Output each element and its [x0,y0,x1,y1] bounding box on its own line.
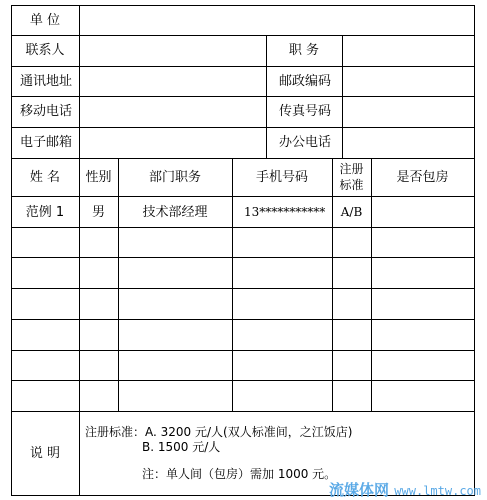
watermark-domain: www.lmtw.com [394,484,481,498]
label-position: 职 务 [288,43,320,58]
grid-line [11,257,475,258]
notes-label: 说 明 [29,446,61,461]
grid-line [332,158,333,411]
notes-line1: 注册标准：A. 3200 元/人(双人标准间，之江饭店) [85,425,353,439]
label-office-phone: 办公电话 [279,135,332,150]
grid-line [11,350,475,351]
label-mobile: 移动电话 [20,104,73,119]
grid-line [79,158,80,411]
example-room[interactable] [372,197,474,227]
example-name: 范例 1 [25,205,65,220]
example-phone: 13*********** [244,205,326,219]
example-gender: 男 [91,205,105,220]
grid-line [371,158,372,411]
grid-line [11,288,475,289]
header-dept: 部门职务 [148,170,201,185]
header-room: 是否包房 [396,170,449,185]
label-postcode: 邮政编码 [279,74,332,89]
grid-line [11,380,475,381]
border-right [474,5,475,496]
example-dept: 技术部经理 [142,205,208,220]
grid-line [11,227,475,228]
header-std-line2: 标准 [339,178,364,192]
header-phone: 手机号码 [255,170,308,185]
input-office-phone[interactable] [343,128,474,158]
header-name: 姓 名 [29,170,61,185]
label-contact: 联系人 [25,43,65,58]
grid-line [232,158,233,411]
grid-line [11,319,475,320]
watermark-text: 流媒体网 [329,481,390,499]
input-mobile[interactable] [80,97,266,127]
label-fax: 传真号码 [279,104,332,119]
input-email[interactable] [80,128,266,158]
input-address[interactable] [80,67,266,96]
grid-line [11,158,475,159]
input-position[interactable] [343,36,474,66]
grid-line [118,158,119,411]
label-unit: 单 位 [29,13,61,28]
site-watermark [329,479,481,500]
notes-line3: 注：单人间（包房）需加 1000 元。 [142,467,337,481]
border-left [11,5,12,496]
input-fax[interactable] [343,97,474,127]
notes-line2: B. 1500 元/人 [142,440,221,454]
header-std-line1: 注册 [339,162,364,176]
input-unit[interactable] [80,6,474,35]
header-gender: 性别 [85,170,112,185]
example-std: A/B [340,205,363,219]
input-postcode[interactable] [343,67,474,96]
grid-line [79,411,80,496]
input-contact[interactable] [80,36,266,66]
grid-line [11,411,475,412]
label-address: 通讯地址 [20,74,73,89]
label-email: 电子邮箱 [20,135,73,150]
